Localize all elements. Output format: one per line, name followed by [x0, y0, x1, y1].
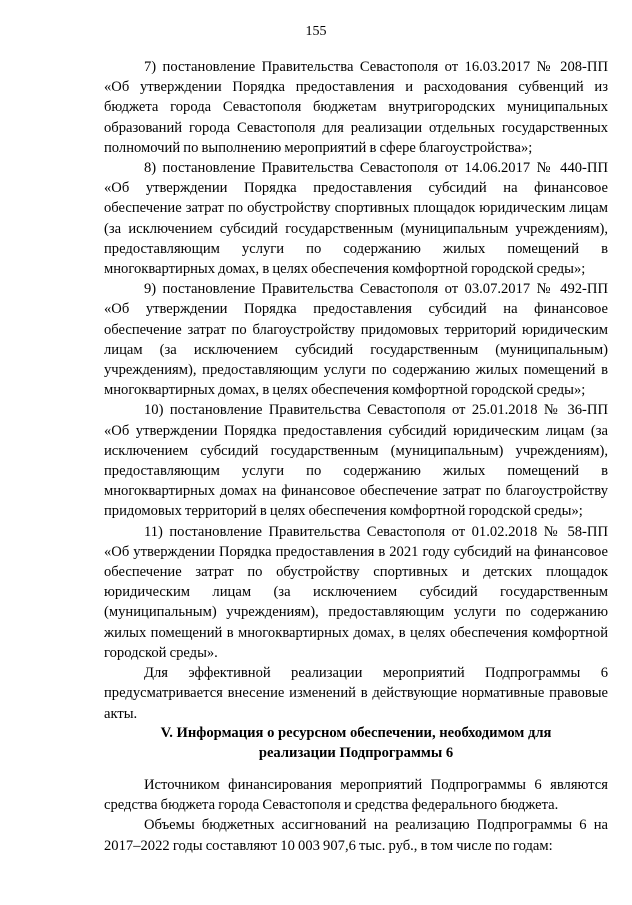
- list-item-9: 9) постановление Правительства Севастополя от 03.07.2017 № 492-ПП «Об утверждении Порядка предоставления субсидий на финансовое обеспечение затрат по благоустройству придомовых территорий юридическим лицам (за исключением субсидий государственным (муниципальным) учреждениям), предоставляющим услуги по содержанию жилых помещений в многоквартирных домах, в целях обеспечения комфортной городской среды»;: [104, 281, 608, 399]
- legal-acts-list: [104, 57, 608, 724]
- section-body: [104, 775, 608, 856]
- budget-volume-paragraph: Объемы бюджетных ассигнований на реализацию Подпрограммы 6 на 2017–2022 годы составляют 10 003 907,6 тыс. руб., в том числе по годам:: [104, 817, 608, 854]
- section-heading-line-1: V. Информация о ресурсном обеспечении, необходимом для: [160, 725, 552, 741]
- list-item-7: 7) постановление Правительства Севастополя от 16.03.2017 № 208-ПП «Об утверждении Порядка предоставления и расходования субвенций из бюджета города Севастополя бюджетам внутригородских муниципальных образований города Севастополя для реализации отдельных государственных полномочий по выполнению мероприятий в сфере благоустройства»;: [104, 59, 608, 156]
- page-number: 155: [305, 24, 327, 39]
- list-item-11: 11) постановление Правительства Севастополя от 01.02.2018 № 58-ПП «Об утверждении Порядка предоставления в 2021 году субсидий на финансовое обеспечение затрат по обустройству спортивных и детских площадок юридическим лицам (за исключением субсидий государственным (муниципальным) учреждениям), предоставляющим услуги по содержанию жилых помещений в многоквартирных домах, в целях обеспечения комфортной городской среды».: [104, 523, 608, 661]
- funding-source-paragraph: Источником финансирования мероприятий Подпрограммы 6 являются средства бюджета города Севастополя и средства федерального бюджета.: [104, 777, 608, 814]
- section-heading-line-2: реализации Подпрограммы 6: [258, 745, 454, 762]
- list-item-10: 10) постановление Правительства Севастополя от 25.01.2018 № 36-ПП «Об утверждении Порядка предоставления субсидий юридическим лицам (за исключением субсидий государственным (муниципальным) учреждениям), предоставляющим услуги по содержанию жилых помещений в многоквартирных домах на финансовое обеспечение затрат по благоустройству придомовых территорий в целях обеспечения комфортной городской среды»;: [104, 402, 608, 520]
- closing-paragraph: Для эффективной реализации мероприятий Подпрограммы 6 предусматривается внесение изменений в действующие нормативные правовые акты.: [104, 665, 608, 722]
- section-heading: [104, 723, 608, 763]
- list-item-8: 8) постановление Правительства Севастополя от 14.06.2017 № 440-ПП «Об утверждении Порядка предоставления субсидий на финансовое обеспечение затрат по обустройству спортивных площадок юридическим лицам (за исключением субсидий государственным (муниципальным учреждениям), предоставляющим услуги по содержанию жилых помещений в многоквартирных домах, в целях обеспечения комфортной городской среды»;: [104, 160, 608, 278]
